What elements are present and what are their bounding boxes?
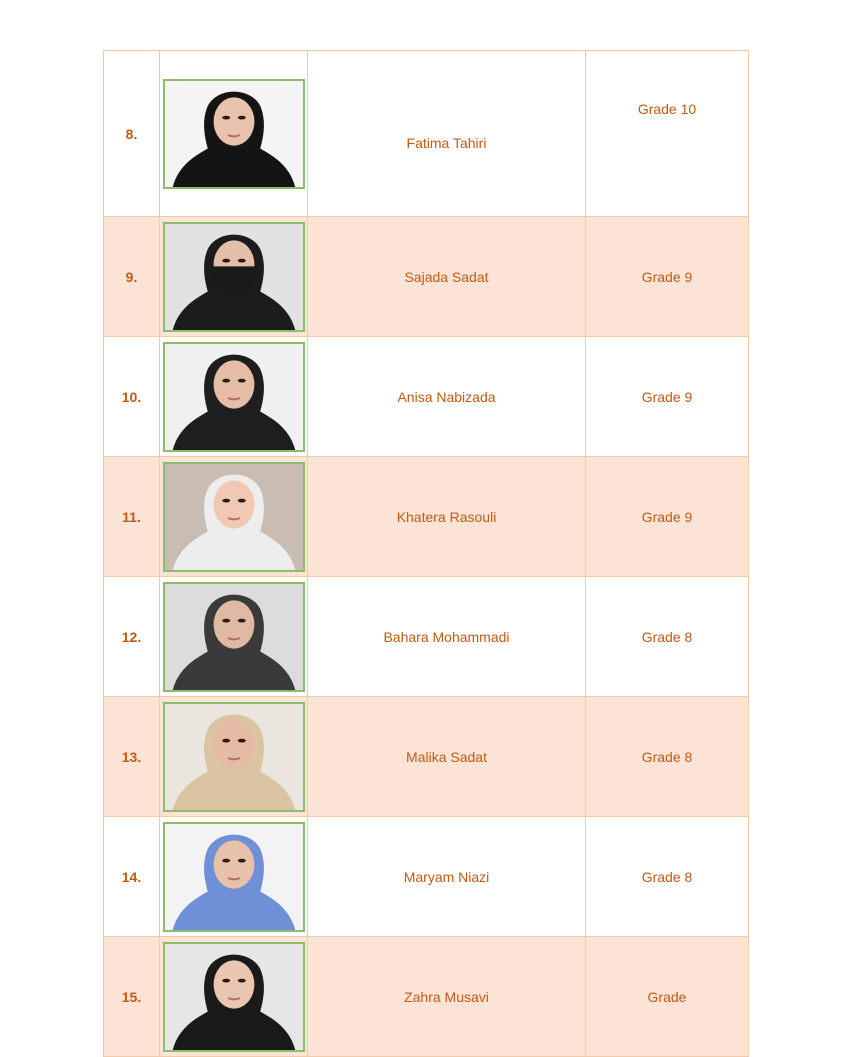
- student-row: [104, 217, 749, 337]
- student-grade: Grade 9: [586, 337, 749, 457]
- student-photo-cell: [160, 337, 308, 457]
- student-photo: [163, 222, 305, 332]
- student-grade: Grade 8: [586, 697, 749, 817]
- student-row: [104, 937, 749, 1057]
- student-photo-cell: [160, 937, 308, 1057]
- student-name: Bahara Mohammadi: [308, 577, 586, 697]
- student-grade: Grade 9: [586, 457, 749, 577]
- student-photo-cell: [160, 217, 308, 337]
- student-name: Malika Sadat: [308, 697, 586, 817]
- student-row: [104, 697, 749, 817]
- student-row: [104, 337, 749, 457]
- portrait-image: [165, 704, 303, 810]
- student-photo: [163, 942, 305, 1052]
- student-photo-cell: [160, 457, 308, 577]
- student-photo: [163, 702, 305, 812]
- portrait-image: [165, 584, 303, 690]
- student-number: 11.: [104, 457, 160, 577]
- student-name: Fatima Tahiri: [308, 51, 586, 217]
- student-grade: Grade 10: [586, 51, 749, 217]
- student-table-body: [104, 51, 749, 1057]
- student-grade: Grade 8: [586, 577, 749, 697]
- student-name: Zahra Musavi: [308, 937, 586, 1057]
- portrait-image: [165, 464, 303, 570]
- student-number: 15.: [104, 937, 160, 1057]
- student-row: [104, 457, 749, 577]
- portrait-image: [165, 344, 303, 450]
- student-photo: [163, 582, 305, 692]
- student-name: Anisa Nabizada: [308, 337, 586, 457]
- student-photo: [163, 342, 305, 452]
- student-photo-cell: [160, 697, 308, 817]
- student-number: 10.: [104, 337, 160, 457]
- portrait-image: [165, 824, 303, 930]
- portrait-image: [165, 224, 303, 330]
- student-row: [104, 817, 749, 937]
- student-number: 9.: [104, 217, 160, 337]
- student-row: [104, 577, 749, 697]
- student-grade: Grade 9: [586, 217, 749, 337]
- student-photo: [163, 79, 305, 189]
- student-photo: [163, 462, 305, 572]
- student-grade: Grade: [586, 937, 749, 1057]
- student-name: Maryam Niazi: [308, 817, 586, 937]
- student-table: [103, 50, 749, 1057]
- student-number: 8.: [104, 51, 160, 217]
- student-name: Khatera Rasouli: [308, 457, 586, 577]
- student-row: [104, 51, 749, 217]
- student-number: 14.: [104, 817, 160, 937]
- student-grade: Grade 8: [586, 817, 749, 937]
- portrait-image: [165, 81, 303, 187]
- student-number: 12.: [104, 577, 160, 697]
- student-number: 13.: [104, 697, 160, 817]
- portrait-image: [165, 944, 303, 1050]
- student-photo-cell: [160, 577, 308, 697]
- student-photo: [163, 822, 305, 932]
- student-photo-cell: [160, 817, 308, 937]
- student-name: Sajada Sadat: [308, 217, 586, 337]
- student-photo-cell: [160, 51, 308, 217]
